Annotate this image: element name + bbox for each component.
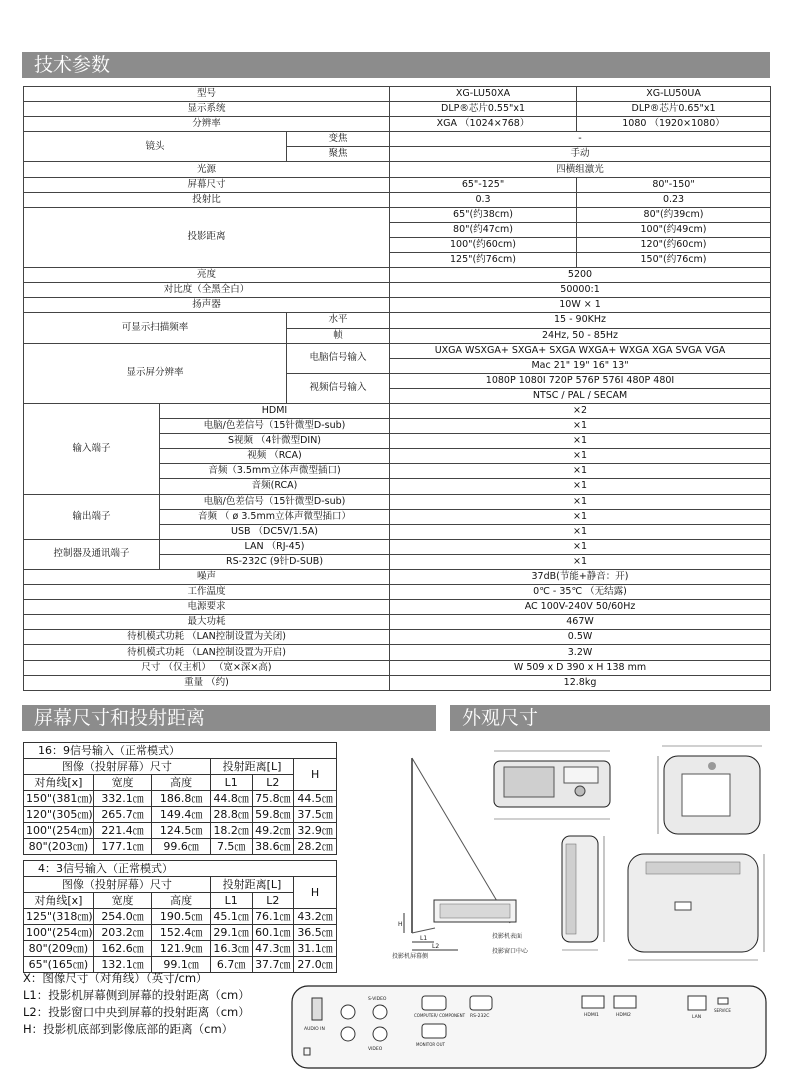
- port-count: ×1: [390, 479, 771, 494]
- cell: 16.3㎝: [210, 941, 252, 957]
- spec-label: 型号: [24, 87, 390, 102]
- col-header: 图像（投射屏幕）尺寸: [24, 759, 211, 775]
- cell: 31.1㎝: [294, 941, 337, 957]
- table-row: [24, 925, 337, 941]
- cell: 76.1㎝: [252, 909, 294, 925]
- spec-value: 467W: [390, 615, 771, 630]
- spec-value: 5200: [390, 268, 771, 283]
- col-header: 高度: [152, 775, 211, 791]
- note-line: L1：投影机屏幕侧到屏幕的投射距离（cm）: [23, 988, 250, 1002]
- cell: 177.1㎝: [93, 839, 152, 855]
- cell: 6.7㎝: [210, 957, 252, 973]
- label-h: H: [398, 921, 403, 928]
- projector-rear-view: [652, 740, 770, 848]
- cell: 100"(254㎝): [24, 823, 94, 839]
- cell: 43.2㎝: [294, 909, 337, 925]
- port-label: HDMI1: [584, 1013, 599, 1018]
- projector-top-view: [488, 745, 616, 827]
- spec-value: 24Hz, 50 - 85Hz: [390, 328, 771, 343]
- model-b: XG-LU50UA: [577, 87, 771, 102]
- spec-value: 0.3: [390, 192, 577, 207]
- cell: 18.2㎝: [210, 823, 252, 839]
- port-name: USB （DC5V/1.5A): [160, 524, 390, 539]
- spec-sublabel: 变焦: [287, 132, 390, 147]
- spec-value: 125"(约76cm): [390, 253, 577, 268]
- port-label: HDMI2: [616, 1013, 631, 1018]
- spec-value: Mac 21" 19" 16" 13": [390, 358, 771, 373]
- table-row: [24, 343, 771, 358]
- projector-side-view: [556, 832, 614, 964]
- spec-value: 100"(约60cm): [390, 237, 577, 252]
- service-port: [718, 998, 728, 1004]
- table-row: [24, 775, 337, 791]
- spec-sublabel: 帧: [287, 328, 390, 343]
- col-header: L2: [252, 893, 294, 909]
- port-count: ×1: [390, 434, 771, 449]
- dimension-section-title: 外观尺寸: [450, 705, 770, 731]
- spec-label: 待机模式功耗 （LAN控制设置为开启): [24, 645, 390, 660]
- spec-value: 150"(约76cm): [577, 253, 771, 268]
- hdmi1-port: [582, 996, 604, 1008]
- cell: 45.1㎝: [210, 909, 252, 925]
- spec-value: 65"-125": [390, 177, 577, 192]
- port-count: ×1: [390, 419, 771, 434]
- port-label: S-VIDEO: [368, 997, 387, 1002]
- table-row: [24, 539, 771, 554]
- spec-label: 扬声器: [24, 298, 390, 313]
- table-row: [24, 268, 771, 283]
- spec-label: 光源: [24, 162, 390, 177]
- spec-label: 尺寸 （仅主机） （宽×深×高): [24, 660, 390, 675]
- spec-value: 80"(约39cm): [577, 207, 771, 222]
- port-count: ×1: [390, 539, 771, 554]
- port-name: 音频(RCA): [160, 479, 390, 494]
- spec-label: 待机模式功耗 （LAN控制设置为关闭): [24, 630, 390, 645]
- table-row: [24, 87, 771, 102]
- spec-value: 3.2W: [390, 645, 771, 660]
- table-row: [24, 823, 337, 839]
- label-lens-center: 投影窗口中心: [492, 948, 529, 955]
- spec-label: 最大功耗: [24, 615, 390, 630]
- spec-value: 10W × 1: [390, 298, 771, 313]
- port-label: COMPUTER/ COMPONENT: [414, 1013, 466, 1018]
- spec-value: NTSC / PAL / SECAM: [390, 388, 771, 403]
- port-label: SERVICE: [714, 1008, 731, 1013]
- cell: 120"(305㎝): [24, 807, 94, 823]
- table-row: [24, 585, 771, 600]
- table-row: [24, 877, 337, 893]
- cell: 332.1㎝: [93, 791, 152, 807]
- screen-section-title: 屏幕尺寸和投射距离: [22, 705, 436, 731]
- audio-rca-port: [341, 1027, 355, 1041]
- table-row: [24, 313, 771, 328]
- connector-panel: [290, 984, 768, 1070]
- table-row: [24, 207, 771, 222]
- spec-sublabel: 视频信号输入: [287, 373, 390, 403]
- port-count: ×1: [390, 509, 771, 524]
- col-header: L1: [210, 893, 252, 909]
- port-label: LAN: [692, 1015, 702, 1020]
- spec-label: 显示系统: [24, 102, 390, 117]
- spec-value: 50000:1: [390, 283, 771, 298]
- cell: 65"(165㎝): [24, 957, 94, 973]
- cell: 28.8㎝: [210, 807, 252, 823]
- spec-value: 1080 （1920×1080）: [577, 117, 771, 132]
- port-count: ×1: [390, 554, 771, 569]
- cell: 124.5㎝: [152, 823, 211, 839]
- spec-label: 投射比: [24, 192, 390, 207]
- spec-label: 亮度: [24, 268, 390, 283]
- spec-value: DLP®芯片0.65"x1: [577, 102, 771, 117]
- spec-label: 镜头: [24, 132, 287, 162]
- spec-label: 分辨率: [24, 117, 390, 132]
- port-label: MONITOR OUT: [416, 1042, 445, 1047]
- rs232c-port: [470, 996, 492, 1010]
- spec-value: DLP®芯片0.55"x1: [390, 102, 577, 117]
- cell: 99.1㎝: [152, 957, 211, 973]
- cell: 44.5㎝: [294, 791, 337, 807]
- port-count: ×1: [390, 524, 771, 539]
- col-header: 对角线[x]: [24, 893, 94, 909]
- spec-value: 120"(约60cm): [577, 237, 771, 252]
- col-header: 对角线[x]: [24, 775, 94, 791]
- cell: 38.6㎝: [252, 839, 294, 855]
- spec-value: 80"(约47cm): [390, 222, 577, 237]
- spec-sublabel: 聚焦: [287, 147, 390, 162]
- cell: 203.2㎝: [93, 925, 152, 941]
- cell: 44.8㎝: [210, 791, 252, 807]
- table-row: [24, 645, 771, 660]
- table-row: [24, 283, 771, 298]
- col-header: 宽度: [93, 893, 152, 909]
- table-4x3: [23, 860, 337, 973]
- col-header: 投射距离[L]: [210, 759, 293, 775]
- note-line: L2：投影窗口中央到屏幕的投射距离（cm）: [23, 1005, 250, 1019]
- spec-value: XGA （1024×768）: [390, 117, 577, 132]
- table-row: [24, 893, 337, 909]
- spec-value: 四横组激光: [390, 162, 771, 177]
- port-name: RS-232C (9针D-SUB): [160, 554, 390, 569]
- table-row: [24, 298, 771, 313]
- spec-section-title: 技术参数: [22, 52, 770, 78]
- spec-label: 屏幕尺寸: [24, 177, 390, 192]
- spec-sublabel: 水平: [287, 313, 390, 328]
- cell: 29.1㎝: [210, 925, 252, 941]
- spec-label: 工作温度: [24, 585, 390, 600]
- cell: 37.7㎝: [252, 957, 294, 973]
- col-header: L2: [252, 775, 294, 791]
- table-row: [24, 132, 771, 147]
- hdmi2-port: [614, 996, 636, 1008]
- table-caption: 4：3信号输入（正常模式）: [24, 861, 337, 877]
- cell: 100"(254㎝): [24, 925, 94, 941]
- table-row: [24, 570, 771, 585]
- cell: 254.0㎝: [93, 909, 152, 925]
- cell: 27.0㎝: [294, 957, 337, 973]
- col-header: 高度: [152, 893, 211, 909]
- spec-value: 0.5W: [390, 630, 771, 645]
- col-header: 图像（投射屏幕）尺寸: [24, 877, 211, 893]
- port-count: ×1: [390, 449, 771, 464]
- port-name: 视频 （RCA): [160, 449, 390, 464]
- label-l2: L2: [432, 943, 440, 950]
- col-header: 投射距离[L]: [210, 877, 293, 893]
- spec-value: AC 100V-240V 50/60Hz: [390, 600, 771, 615]
- port-name: 音频（3.5mm立体声微型插口): [160, 464, 390, 479]
- cell: 162.6㎝: [93, 941, 152, 957]
- lan-port: [688, 996, 706, 1010]
- col-header: H: [294, 759, 337, 791]
- cell: 36.5㎝: [294, 925, 337, 941]
- spec-value: 12.8kg: [390, 675, 771, 690]
- spec-value: UXGA WSXGA+ SXGA+ SXGA WXGA+ WXGA XGA SVGA VGA: [390, 343, 771, 358]
- table-row: [24, 791, 337, 807]
- spec-label: 噪声: [24, 570, 390, 585]
- port-name: LAN （RJ-45): [160, 539, 390, 554]
- spec-label: 电源要求: [24, 600, 390, 615]
- table-row: [24, 807, 337, 823]
- cell: 80"(203㎝): [24, 839, 94, 855]
- label-screen-side: 投影机屏幕侧: [392, 953, 429, 960]
- port-label: AUDIO IN: [304, 1027, 325, 1032]
- table-row: [24, 494, 771, 509]
- cell: 37.5㎝: [294, 807, 337, 823]
- table-row: [24, 839, 337, 855]
- port-label: VIDEO: [368, 1047, 383, 1052]
- spec-value: 0.23: [577, 192, 771, 207]
- cell: 190.5㎝: [152, 909, 211, 925]
- spec-sublabel: 电脑信号输入: [287, 343, 390, 373]
- monitor-out-port: [422, 1024, 446, 1038]
- cell: 28.2㎝: [294, 839, 337, 855]
- model-a: XG-LU50XA: [390, 87, 577, 102]
- col-header: H: [294, 877, 337, 909]
- table-row: [24, 102, 771, 117]
- spec-value: 37dB(节能+静音：开): [390, 570, 771, 585]
- s-video-port: [373, 1005, 387, 1019]
- projector-front-view: [620, 848, 770, 968]
- table-row: [24, 941, 337, 957]
- port-name: 电脑/色差信号（15针微型D-sub): [160, 494, 390, 509]
- cell: 186.8㎝: [152, 791, 211, 807]
- table-row: [24, 675, 771, 690]
- col-header: 宽度: [93, 775, 152, 791]
- cell: 265.7㎝: [93, 807, 152, 823]
- port-count: ×2: [390, 403, 771, 418]
- port-name: S视频 （4针微型DIN): [160, 434, 390, 449]
- spec-label: 重量 （约): [24, 675, 390, 690]
- table-16x9: [23, 742, 337, 855]
- cell: 132.1㎝: [93, 957, 152, 973]
- cell: 75.8㎝: [252, 791, 294, 807]
- usb-port: [312, 998, 322, 1020]
- computer-port: [422, 996, 446, 1010]
- notes: [23, 970, 250, 1038]
- port-count: ×1: [390, 464, 771, 479]
- cell: 7.5㎝: [210, 839, 252, 855]
- note-line: H：投影机底部到影像底部的距离（cm）: [23, 1022, 234, 1036]
- col-header: L1: [210, 775, 252, 791]
- table-row: [24, 117, 771, 132]
- cell: 152.4㎝: [152, 925, 211, 941]
- spec-value: 0℃ - 35℃ （无结露): [390, 585, 771, 600]
- port-name: 电脑/色差信号（15针微型D-sub): [160, 419, 390, 434]
- cell: 121.9㎝: [152, 941, 211, 957]
- spec-label: 可显示扫描频率: [24, 313, 287, 343]
- table-row: [24, 192, 771, 207]
- video-port: [373, 1027, 387, 1041]
- spec-value: W 509 x D 390 x H 138 mm: [390, 660, 771, 675]
- port-name: HDMI: [160, 403, 390, 418]
- cell: 59.8㎝: [252, 807, 294, 823]
- table-row: [24, 861, 337, 877]
- cell: 99.6㎝: [152, 839, 211, 855]
- cell: 125"(318㎝): [24, 909, 94, 925]
- label-l1: L1: [420, 935, 428, 942]
- table-row: [24, 177, 771, 192]
- spec-value: 80"-150": [577, 177, 771, 192]
- port-label: RS-232C: [470, 1014, 490, 1019]
- spec-label: 显示屏分辨率: [24, 343, 287, 403]
- cell: 47.3㎝: [252, 941, 294, 957]
- cell: 60.1㎝: [252, 925, 294, 941]
- spec-value: 手动: [390, 147, 771, 162]
- label-surface: 投影机表面: [492, 933, 523, 940]
- table-row: [24, 759, 337, 775]
- cell: 149.4㎝: [152, 807, 211, 823]
- spec-label: 输入端子: [24, 403, 160, 494]
- spec-value: 100"(约49cm): [577, 222, 771, 237]
- spec-value: 65"(约38cm): [390, 207, 577, 222]
- cell: 150"(381㎝): [24, 791, 94, 807]
- cell: 49.2㎝: [252, 823, 294, 839]
- cell: 80"(209㎝): [24, 941, 94, 957]
- table-row: [24, 403, 771, 418]
- table-row: [24, 660, 771, 675]
- spec-value: 1080P 1080I 720P 576P 576I 480P 480I: [390, 373, 771, 388]
- spec-label: 控制器及通讯端子: [24, 539, 160, 569]
- table-row: [24, 743, 337, 759]
- table-row: [24, 630, 771, 645]
- table-row: [24, 615, 771, 630]
- note-line: X：图像尺寸（对角线）（英寸/cm）: [23, 971, 208, 985]
- spec-value: 15 - 90KHz: [390, 313, 771, 328]
- table-caption: 16：9信号输入（正常模式）: [24, 743, 337, 759]
- spec-table: [23, 86, 771, 691]
- table-row: [24, 909, 337, 925]
- port-name: 音频 （ ø 3.5mm立体声微型插口）: [160, 509, 390, 524]
- audio-in-port: [341, 1005, 355, 1019]
- spec-value: -: [390, 132, 771, 147]
- spec-label: 对比度（全黑全白）: [24, 283, 390, 298]
- spec-label: 输出端子: [24, 494, 160, 539]
- cell: 32.9㎝: [294, 823, 337, 839]
- port-count: ×1: [390, 494, 771, 509]
- table-row: [24, 600, 771, 615]
- spec-label: 投影距离: [24, 207, 390, 267]
- cell: 221.4㎝: [93, 823, 152, 839]
- table-row: [24, 162, 771, 177]
